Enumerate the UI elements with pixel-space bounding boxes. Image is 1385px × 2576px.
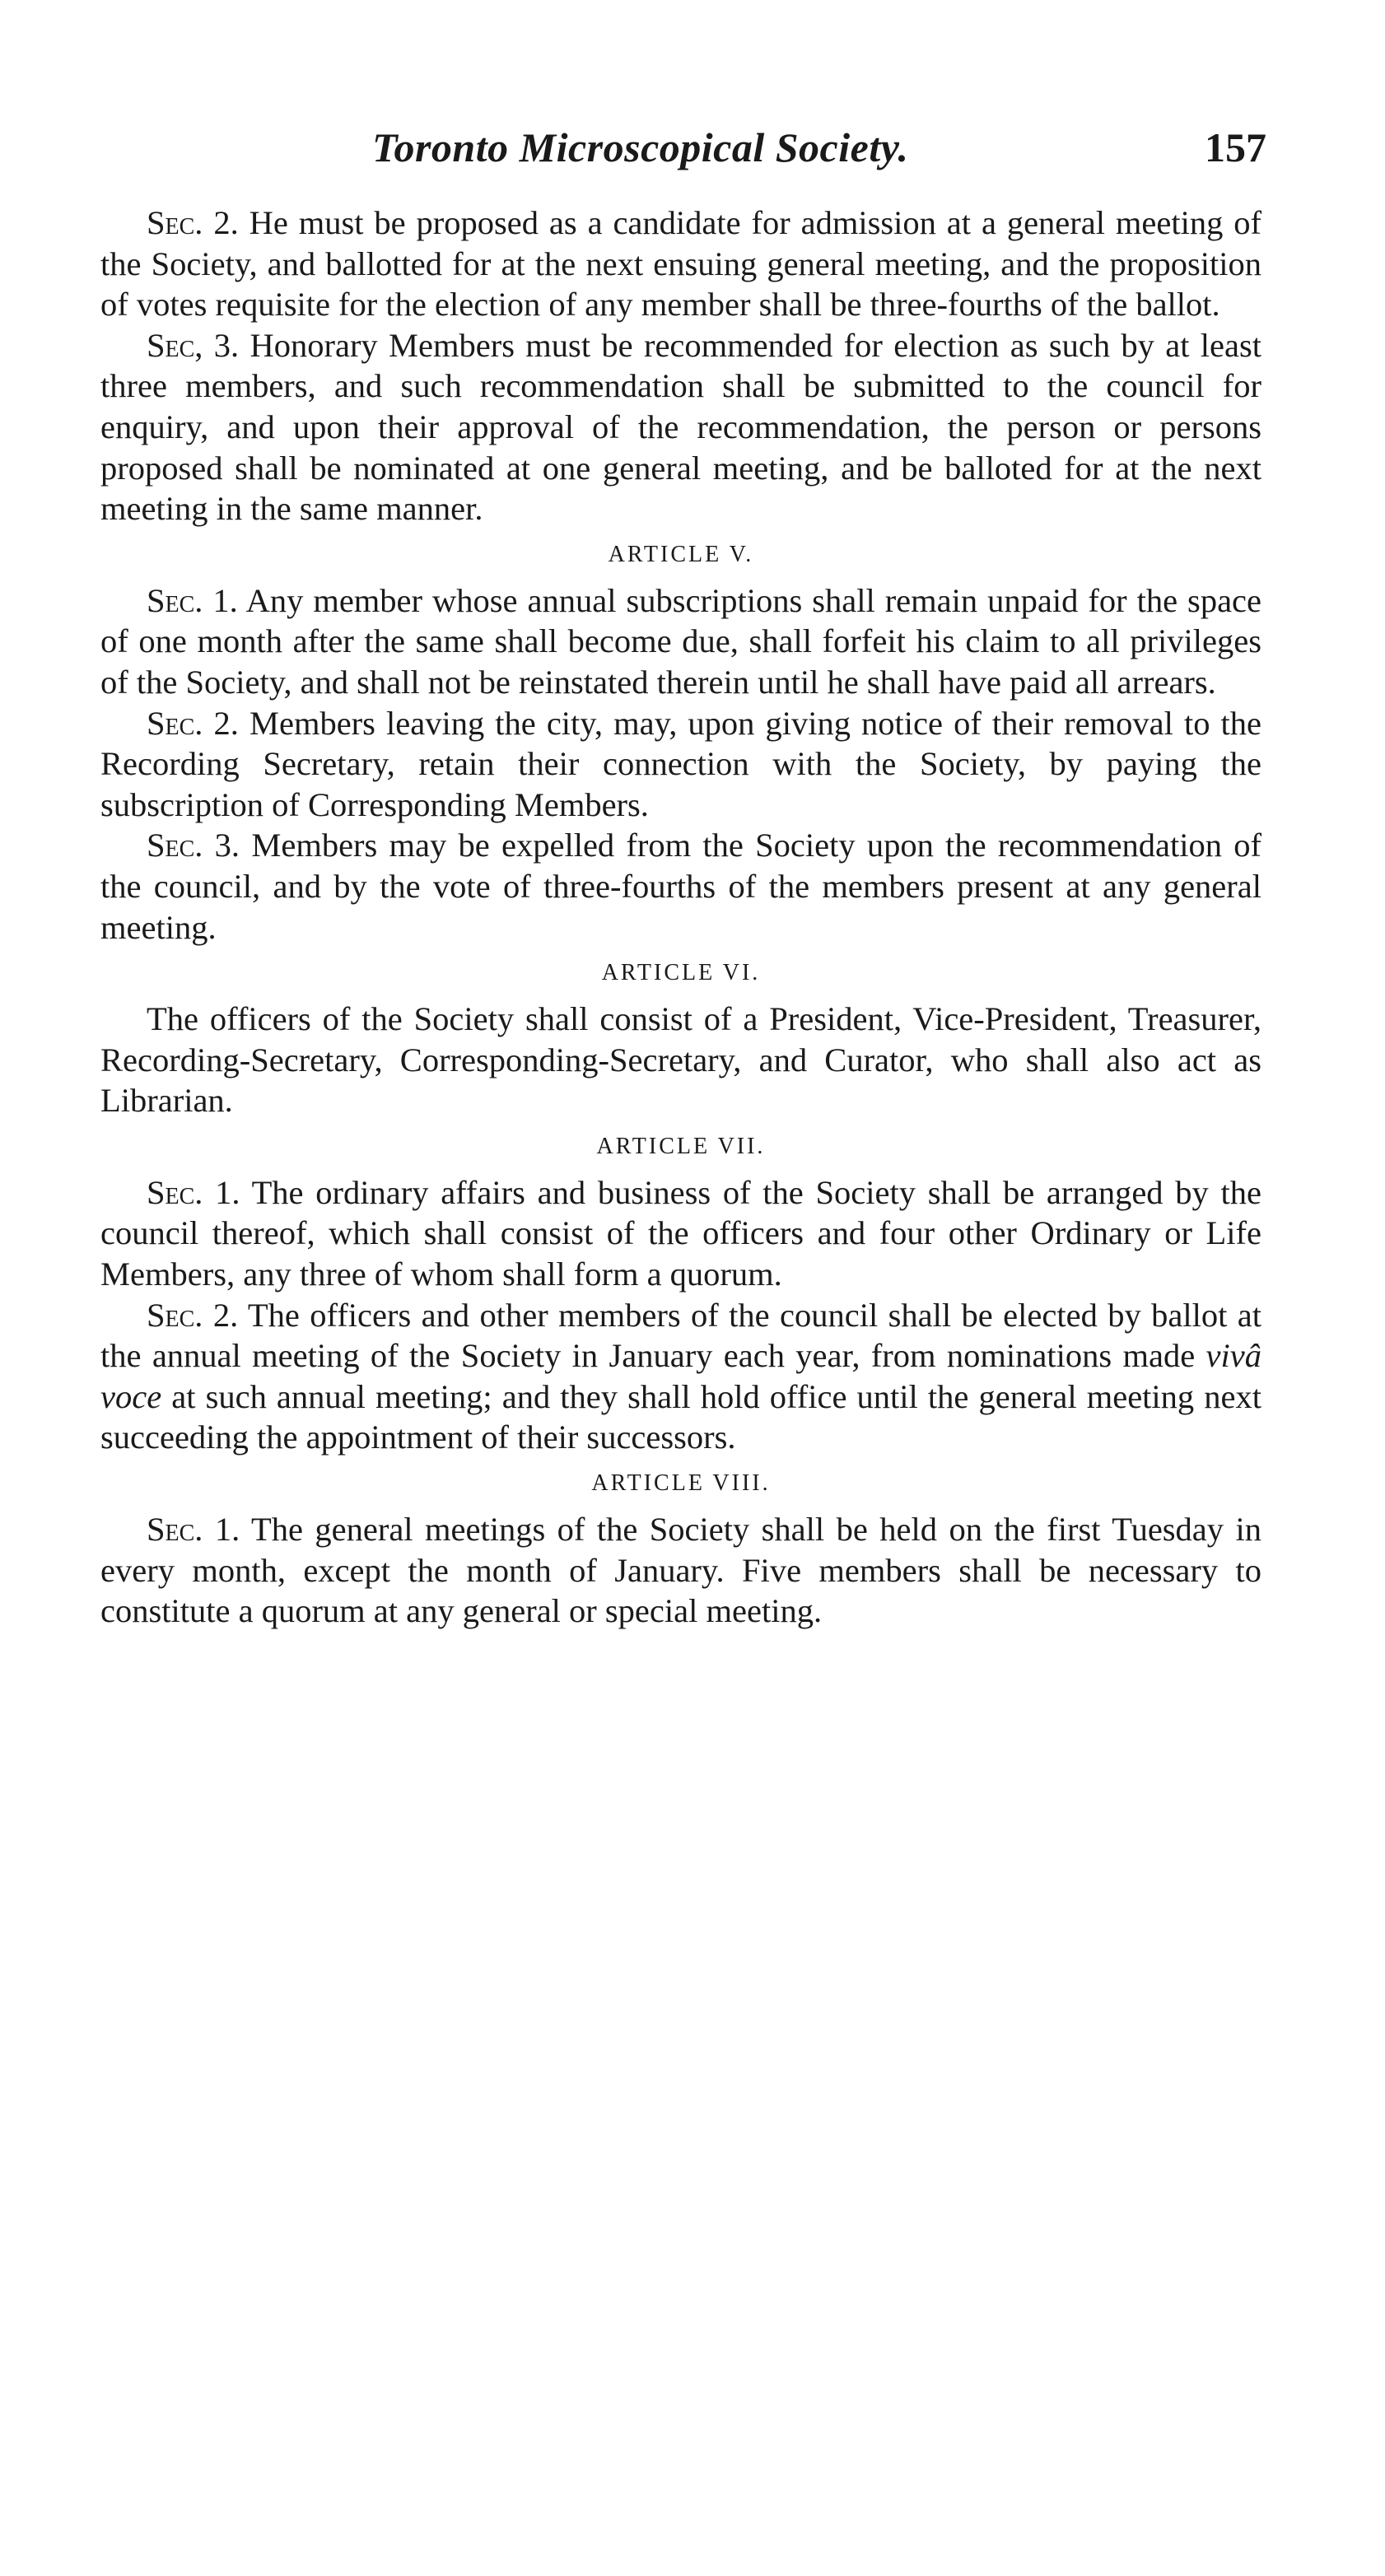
running-title: Toronto Microscopical Society. xyxy=(372,124,909,170)
section-text: Members may be expelled from the Society upon the recommendation of the council, and by the vote of three-fourths of the members present at any general meeting. xyxy=(100,827,1262,946)
section-label: Sec. 2. xyxy=(147,1296,239,1334)
section-text: The officers of the Society shall consist of a President, Vice-President, Treasurer, Recording-Secretary, Corresponding-Secretary, and Curator, who shall also act as Librarian. xyxy=(100,1000,1261,1120)
article-vii-heading: ARTICLE VII. xyxy=(596,1133,766,1159)
section-label: Sec. 1. xyxy=(147,1511,240,1549)
running-head xyxy=(100,123,1266,203)
article-v-heading: ARTICLE V. xyxy=(608,541,754,567)
article-viii-heading: ARTICLE VIII. xyxy=(591,1470,771,1497)
page-body xyxy=(100,203,1261,1632)
section-label: Sec. 3. xyxy=(147,827,240,864)
section-text: Any member whose annual subscriptions shall remain unpaid for the space of one month after the same shall become due, shall forfeit his claim to all privileges of the Society, and shall not be reinstated therein until he shall have paid all arrears. xyxy=(100,581,1261,701)
section-text: Honorary Members must be recommended for election as such by at least three members, and such recommendation shall be submitted to the council for enquiry, and upon their approval of the recommendation, the person or persons proposed shall be nominated at one general meeting, and be balloted for at the next meeting in the same manner. xyxy=(100,326,1262,528)
section-label: Sec. 1. xyxy=(147,581,238,619)
article-vii-sec-2 xyxy=(100,1295,1261,1458)
book-page xyxy=(100,123,1266,1632)
page-number: 157 xyxy=(1205,124,1266,170)
article-iv-sec-2 xyxy=(100,203,1261,325)
article-iv-sec-3 xyxy=(100,325,1261,529)
section-text-continued: at such annual meeting; and they shall hold office until the general meeting next succeeding the appointment of their successors. xyxy=(100,1377,1261,1456)
section-text: The general meetings of the Society shall be held on the first Tuesday in every month, except the month of January. Five members shall be necessary to constitute a quorum at any general or special meeting. xyxy=(100,1511,1261,1630)
article-vi-heading: ARTICLE VI. xyxy=(601,960,761,986)
section-text: He must be proposed as a candidate for admission at a general meeting of the Society, and ballotted for at the next ensuing general meeting, and the proposition of votes requisite for the election of any member shall be three-fourths of the ballot. xyxy=(100,204,1261,324)
article-v-sec-1 xyxy=(100,580,1261,703)
article-viii-sec-1 xyxy=(100,1509,1261,1632)
latin-phrase: vivâ voce xyxy=(100,1337,1261,1415)
article-vii-sec-1 xyxy=(100,1172,1261,1295)
section-text: Members leaving the city, may, upon giving notice of their removal to the Recording Secretary, retain their connection with the Society, by paying the subscription of Corresponding Members. xyxy=(100,704,1261,823)
section-text: The officers and other members of the council shall be elected by ballot at the annual meeting of the Society in January each year, from nominations made xyxy=(100,1296,1261,1375)
article-vi-text xyxy=(100,999,1261,1121)
article-v-sec-2 xyxy=(100,703,1261,826)
article-v-sec-3 xyxy=(100,825,1261,948)
section-label: Sec. 2. xyxy=(147,704,239,742)
section-label: Sec. 2. xyxy=(147,204,239,241)
section-label: Sec, 3. xyxy=(147,326,240,364)
section-label: Sec. 1. xyxy=(147,1173,240,1211)
section-text: The ordinary affairs and business of the Society shall be arranged by the council thereof, which shall consist of the officers and four other Ordinary or Life Members, any three of whom shall form a quorum. xyxy=(100,1173,1261,1293)
